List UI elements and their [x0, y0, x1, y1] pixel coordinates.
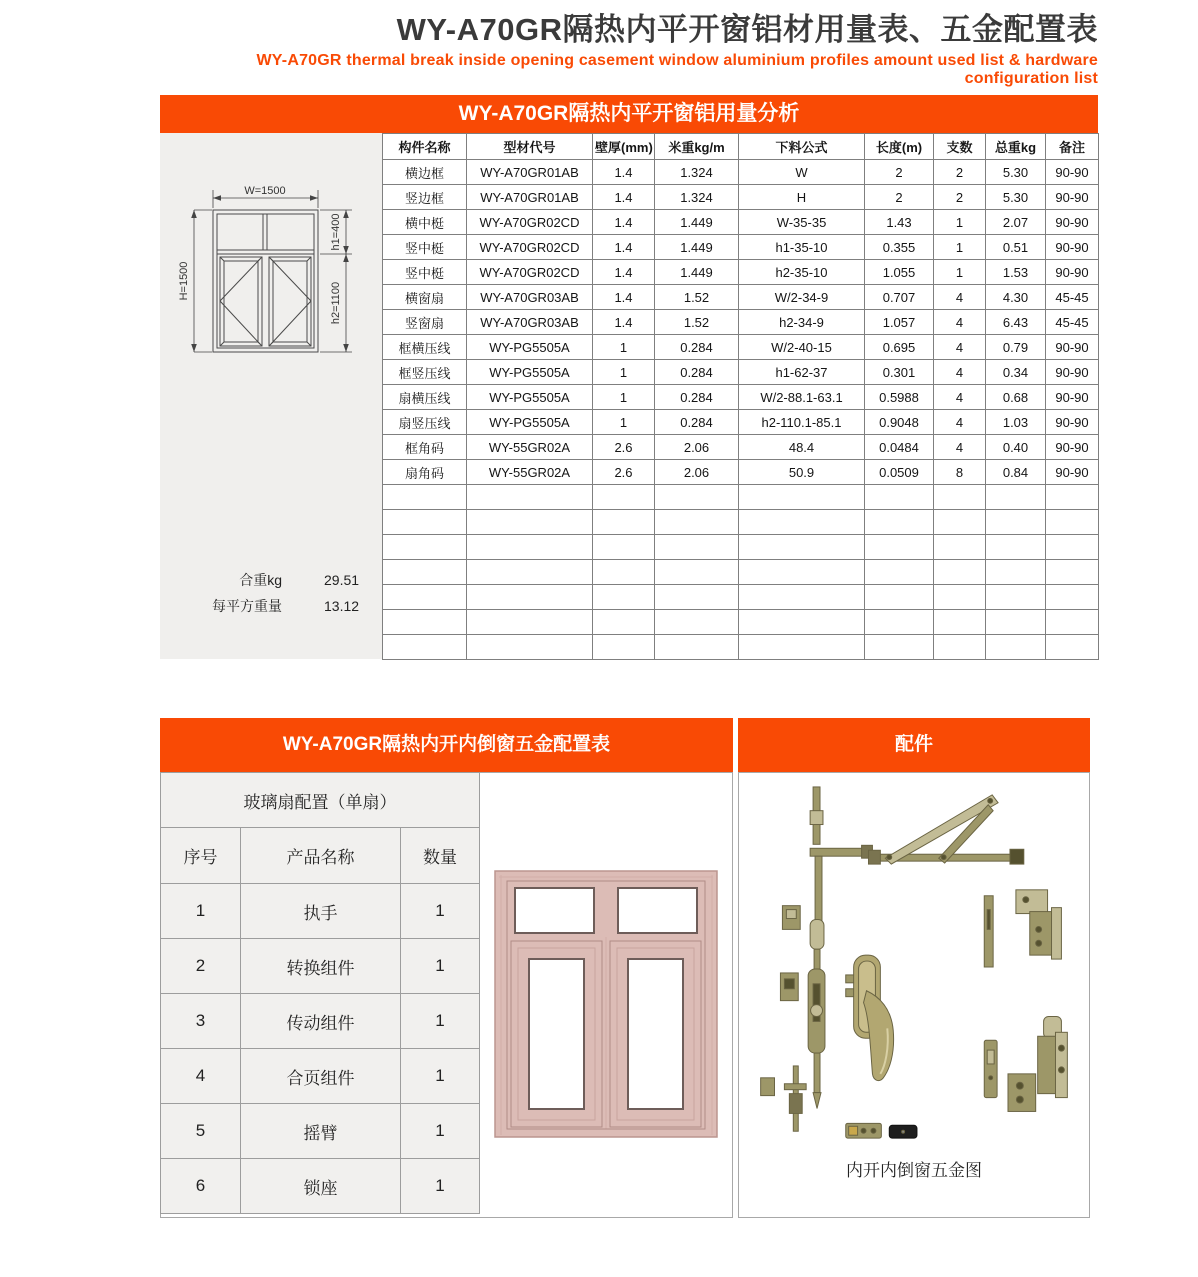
accessories-section: [738, 718, 1090, 1218]
column-header: 产品名称: [241, 828, 401, 884]
empty-row: [383, 635, 1099, 660]
hardware-section: [160, 718, 733, 1218]
column-header: 序号: [161, 828, 241, 884]
page-subtitle: WY-A70GR thermal break inside opening casement window aluminium profiles amount used list & hardware configuration list: [256, 51, 1098, 87]
column-header: 数量: [401, 828, 480, 884]
empty-row: [383, 535, 1099, 560]
table-row: 4 合页组件 1: [161, 1049, 480, 1104]
table-row: 横边框 WY-A70GR01AB 1.4 1.324 W 2 2 5.30 90-90: [383, 160, 1099, 185]
page-header: [160, 12, 1098, 88]
table-row: 框竖压线 WY-PG5505A 1 0.284 h1-62-37 0.301 4 0.34 90-90: [383, 360, 1099, 385]
per-sqm-weight-value: 13.12: [324, 598, 360, 614]
table-row: 横窗扇 WY-A70GR03AB 1.4 1.52 W/2-34-9 0.707 4 4.30 45-45: [383, 285, 1099, 310]
hardware-collage-image: [740, 781, 1088, 1153]
empty-row: [383, 610, 1099, 635]
table-row: 竖中梃 WY-A70GR02CD 1.4 1.449 h1-35-10 0.355 1 0.51 90-90: [383, 235, 1099, 260]
diagram-panel: [160, 133, 382, 659]
column-header: 米重kg/m: [655, 134, 739, 160]
table-row: 3 传动组件 1: [161, 994, 480, 1049]
table-row: 横中梃 WY-A70GR02CD 1.4 1.449 W-35-35 1.43 1 2.07 90-90: [383, 210, 1099, 235]
per-sqm-weight-row: [160, 593, 382, 619]
column-header: 构件名称: [383, 134, 467, 160]
empty-row: [383, 560, 1099, 585]
table-row: 竖边框 WY-A70GR01AB 1.4 1.324 H 2 2 5.30 90-90: [383, 185, 1099, 210]
per-sqm-weight-label: 每平方重量: [212, 598, 282, 614]
diagram-h1-label: h1=400: [330, 213, 342, 251]
table-row: 1 执手 1: [161, 884, 480, 939]
diagram-width-label: W=1500: [244, 185, 286, 197]
table-row: 竖中梃 WY-A70GR02CD 1.4 1.449 h2-35-10 1.055 1 1.53 90-90: [383, 260, 1099, 285]
table-row: 扇角码 WY-55GR02A 2.6 2.06 50.9 0.0509 8 0.84 90-90: [383, 460, 1099, 485]
total-weight-value: 29.51: [324, 572, 360, 588]
column-header: 长度(m): [865, 134, 934, 160]
table-row: 6 锁座 1: [161, 1159, 480, 1214]
page-title: WY-A70GR隔热内平开窗铝材用量表、五金配置表: [396, 12, 1098, 47]
window-photo: [491, 867, 721, 1143]
profile-usage-table: [382, 133, 1099, 660]
empty-row: [383, 585, 1099, 610]
hardware-banner: WY-A70GR隔热内开内倒窗五金配置表: [160, 718, 733, 772]
glass-sash-subheader-row: [161, 773, 480, 828]
total-weight-label: 合重kg: [239, 572, 282, 588]
hardware-config-table: [160, 772, 480, 1214]
glass-sash-subheader: 玻璃扇配置（单扇）: [161, 773, 480, 828]
table-row: 扇横压线 WY-PG5505A 1 0.284 W/2-88.1-63.1 0.5988 4 0.68 90-90: [383, 385, 1099, 410]
totals-block: [160, 567, 382, 619]
column-header: 总重kg: [986, 134, 1046, 160]
accessories-caption: 内开内倒窗五金图: [846, 1161, 982, 1180]
accessories-panel-body: [738, 772, 1090, 1218]
diagram-height-label: H=1500: [178, 261, 190, 301]
table-row: 框角码 WY-55GR02A 2.6 2.06 48.4 0.0484 4 0.40 90-90: [383, 435, 1099, 460]
column-header: 型材代号: [467, 134, 593, 160]
column-header: 下料公式: [739, 134, 865, 160]
accessories-banner: 配件: [738, 718, 1090, 772]
usage-table-header-row: [383, 134, 1099, 160]
table-row: 2 转换组件 1: [161, 939, 480, 994]
diagram-h2-label: h2=1100: [330, 281, 342, 325]
table-row: 框横压线 WY-PG5505A 1 0.284 W/2-40-15 0.695 4 0.79 90-90: [383, 335, 1099, 360]
total-weight-row: [160, 567, 382, 593]
usage-banner: WY-A70GR隔热内平开窗铝用量分析: [160, 95, 1098, 133]
window-dimension-diagram: [160, 133, 382, 373]
hardware-table-header-row: [161, 828, 480, 884]
column-header: 备注: [1046, 134, 1099, 160]
table-row: 5 摇臂 1: [161, 1104, 480, 1159]
usage-section: [160, 133, 1098, 659]
hardware-panel-body: [160, 772, 733, 1218]
column-header: 支数: [934, 134, 986, 160]
table-row: 竖窗扇 WY-A70GR03AB 1.4 1.52 h2-34-9 1.057 4 6.43 45-45: [383, 310, 1099, 335]
empty-row: [383, 485, 1099, 510]
column-header: 壁厚(mm): [593, 134, 655, 160]
empty-row: [383, 510, 1099, 535]
table-row: 扇竖压线 WY-PG5505A 1 0.284 h2-110.1-85.1 0.9048 4 1.03 90-90: [383, 410, 1099, 435]
